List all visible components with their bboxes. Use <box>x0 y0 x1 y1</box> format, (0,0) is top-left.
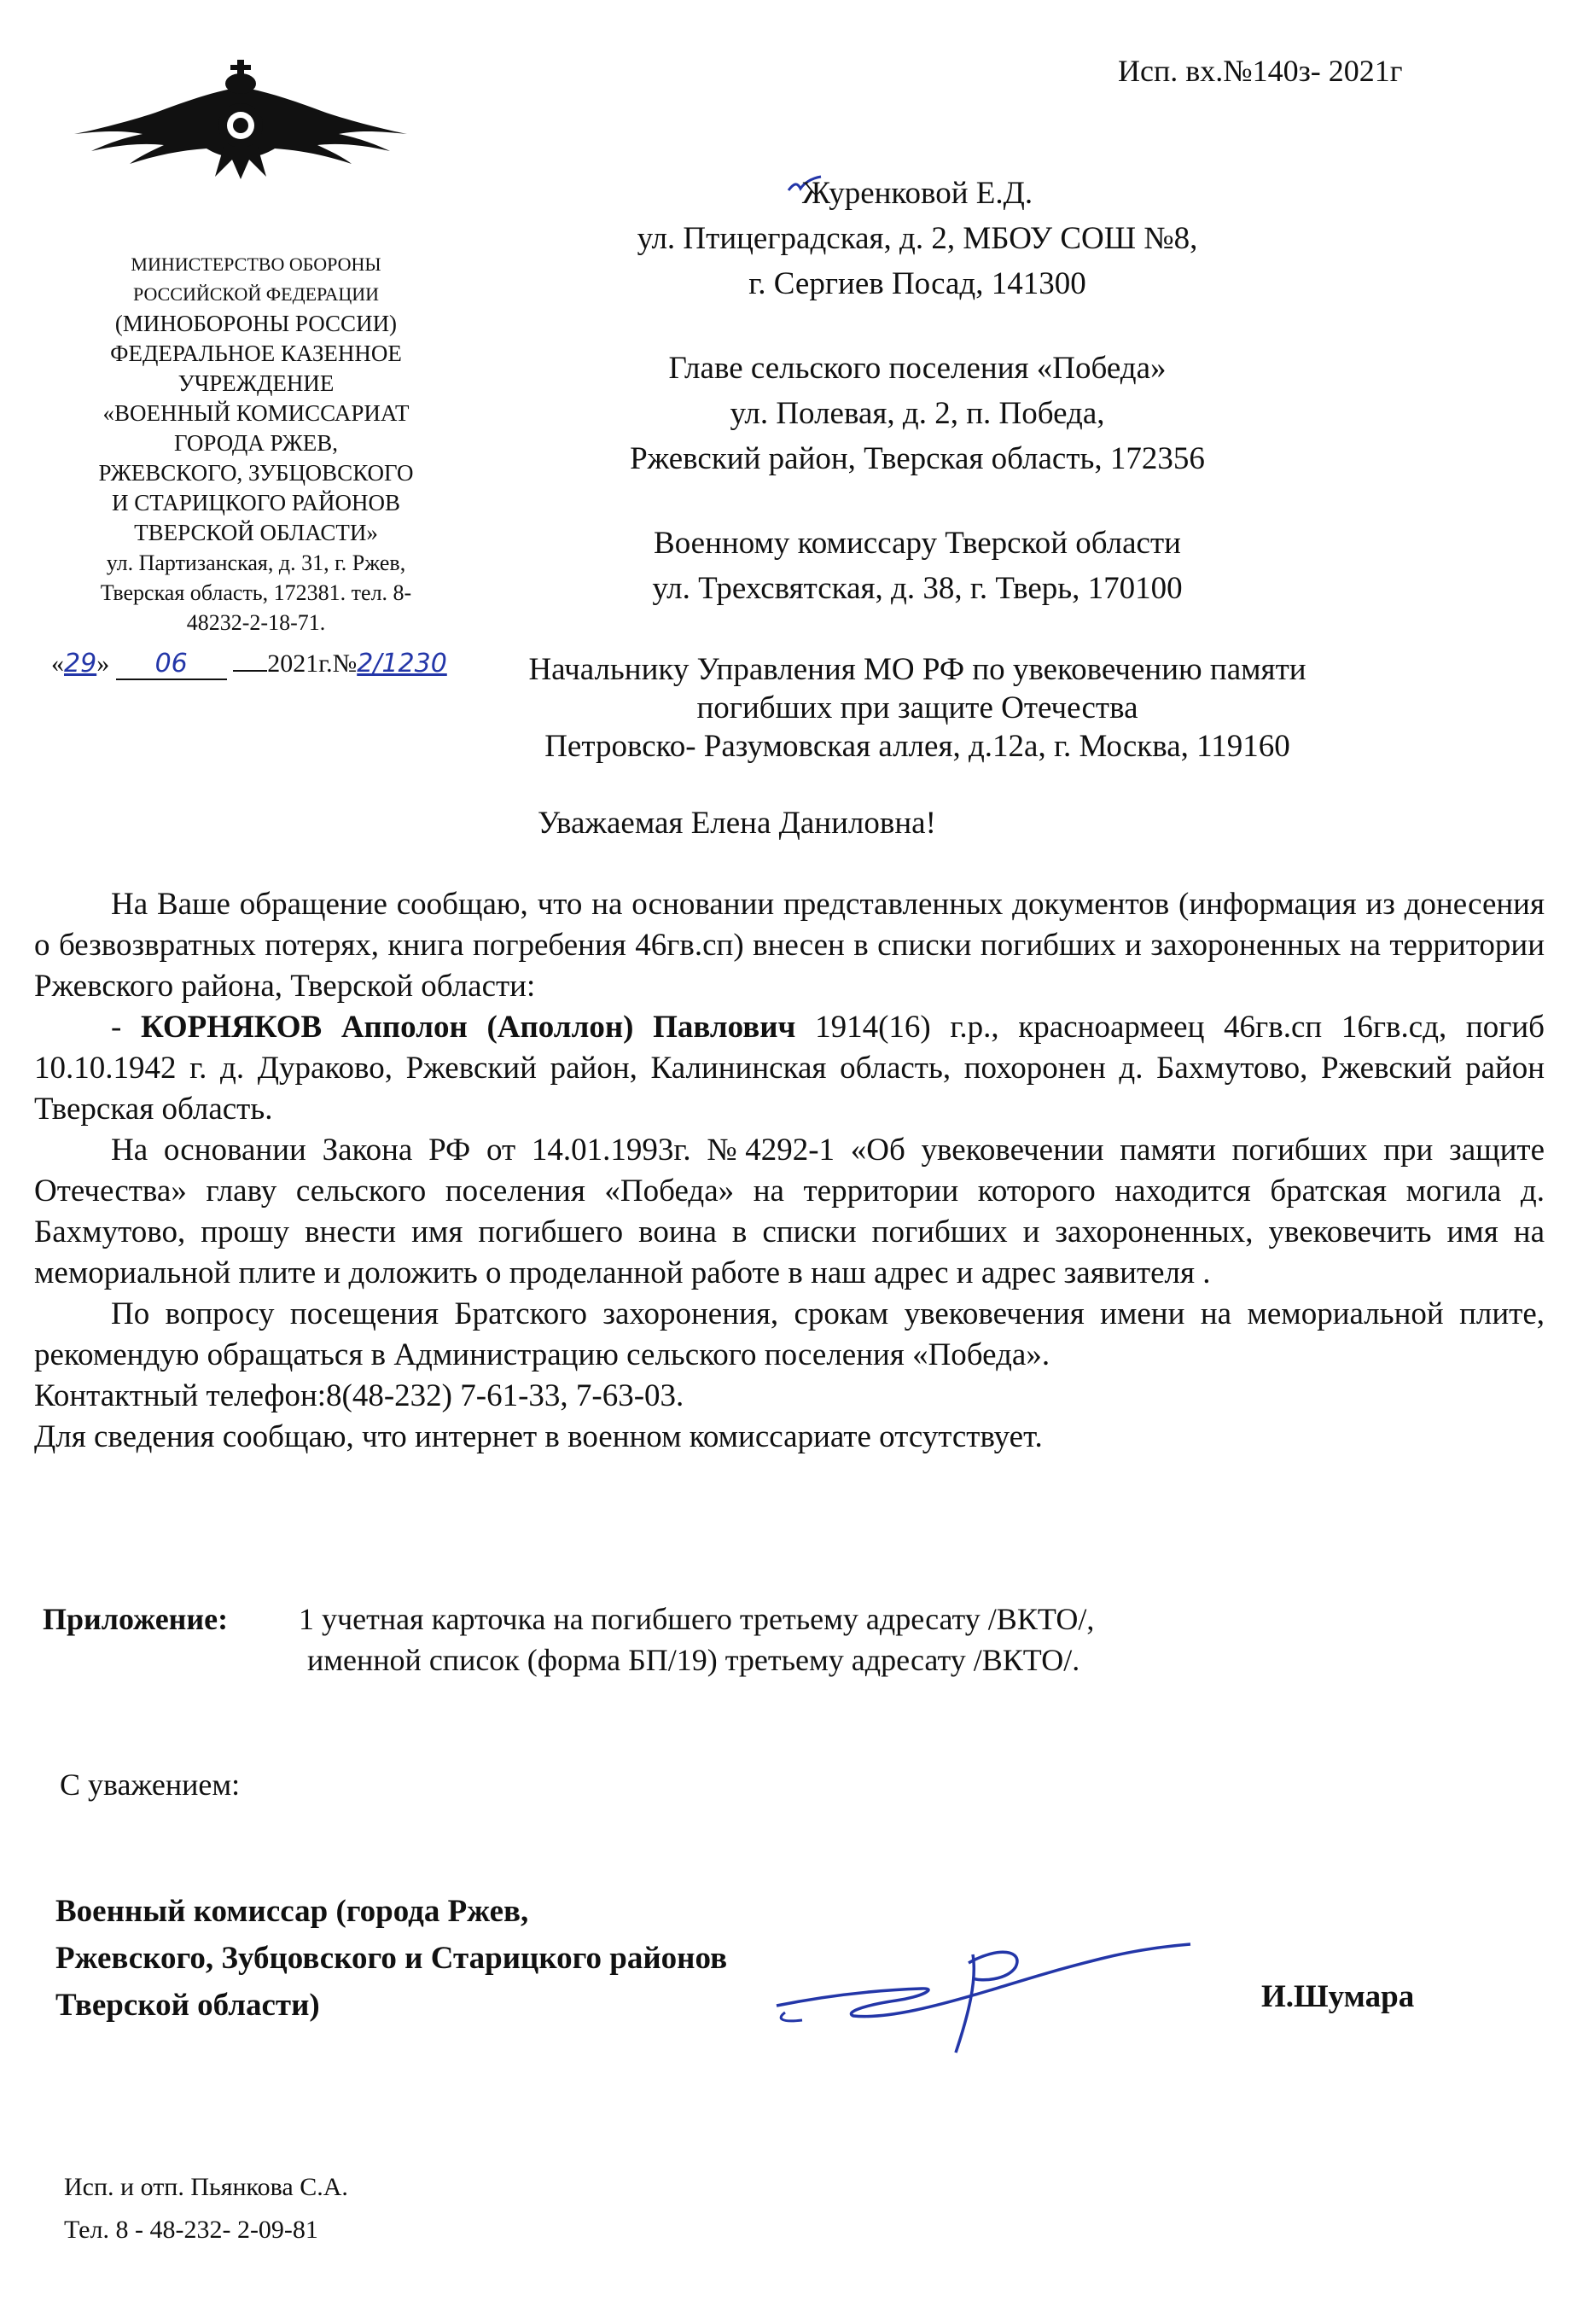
sender-line: И СТАРИЦКОГО РАЙОНОВ <box>111 490 400 515</box>
list-dash: - <box>111 1010 141 1045</box>
sender-address-line: 48232-2-18-71. <box>186 610 326 635</box>
recipient-line: ул. Птицеградская, д. 2, МБОУ СОШ №8, <box>637 221 1198 256</box>
signer-line: Ржевского, Зубцовского и Старицкого районов <box>55 1941 728 1976</box>
sender-line: «ВОЕННЫЙ КОМИССАРИАТ <box>102 400 410 426</box>
recipient-line: Военному комиссару Тверской области <box>654 526 1181 561</box>
recipient-line: Журенковой Е.Д. <box>801 176 1033 211</box>
sender-address-line: ул. Партизанская, д. 31, г. Ржев, <box>106 550 406 575</box>
signer-title <box>55 1888 727 2029</box>
body-paragraph: По вопросу посещения Братского захоронения, срокам увековечения имени на мемориальной плите, рекомендую обращаться в Администрацию сельского поселения «Победа». <box>34 1296 1545 1372</box>
body-paragraph: На основании Закона РФ от 14.01.1993г. №4292-1 «Об увековечении памяти погибших при защите Отечества» главу сельского поселения «Победа» на территории которого находится братская могила д. Бахмутово, прошу внести имя погибшего воина в списки погибших и захороненных, увековечить имя на мемориальной плите и доложить о проделанной работе в наш адрес и адрес заявителя . <box>34 1133 1545 1290</box>
body-paragraph: На Ваше обращение сообщаю, что на основании представленных документов (информация из донесения о безвозвратных потерях, книга погребения 46гв.сп) внесен в списки погибших и захороненных на территории Ржевского района, Тверской области: <box>34 887 1545 1004</box>
recipient-line: ул. Трехсвятская, д. 38, г. Тверь, 170100 <box>652 571 1183 606</box>
date-year-label: 2021г.№ <box>267 649 358 678</box>
recipient-line: ул. Полевая, д. 2, п. Победа, <box>730 396 1105 431</box>
executor-block <box>64 2166 348 2251</box>
body-paragraph-deceased <box>34 1007 1545 1130</box>
sender-line: РОССИЙСКОЙ ФЕДЕРАЦИИ <box>132 283 380 305</box>
appendix-item: 1 учетная карточка на погибшего третьему адресату /ВКТО/, <box>299 1602 1095 1636</box>
executor-phone: Тел. 8 - 48-232- 2-09-81 <box>64 2216 318 2244</box>
recipient-line: Петровско- Разумовская аллея, д.12а, г. Москва, 119160 <box>544 729 1290 764</box>
salutation: Уважаемая Елена Даниловна! <box>538 806 936 841</box>
recipient-line: Главе сельского поселения «Победа» <box>668 351 1167 386</box>
sender-line: МИНИСТЕРСТВО ОБОРОНЫ <box>131 253 381 275</box>
date-close-quote: » <box>96 649 110 678</box>
sender-line: РЖЕВСКОГО, ЗУБЦОВСКОГО <box>98 460 414 486</box>
sender-block <box>43 249 469 638</box>
closing-regards: С уважением: <box>60 1768 241 1802</box>
recipient-regional-commissar <box>512 521 1323 611</box>
sender-line: УЧРЕЖДЕНИЕ <box>177 370 335 396</box>
sender-line: (МИНОБОРОНЫ РОССИИ) <box>114 311 398 336</box>
appendix <box>43 1599 1094 1680</box>
recipient-settlement-head <box>512 346 1323 481</box>
recipient-ministry-department <box>512 650 1323 766</box>
recipient-line: Начальнику Управления МО РФ по увековечению памяти <box>528 652 1306 687</box>
appendix-item: именной список (форма БП/19) третьему адресату /ВКТО/. <box>307 1643 1080 1677</box>
recipient-applicant <box>512 171 1323 306</box>
recipient-line: погибших при защите Отечества <box>696 690 1138 725</box>
executor-name: Исп. и отп. Пьянкова С.А. <box>64 2173 348 2201</box>
incoming-reference-number: Исп. вх.№140з- 2021г <box>1118 54 1403 88</box>
contact-phone: Контактный телефон:8(48-232) 7-61-33, 7-63-03. <box>34 1378 684 1413</box>
appendix-label: Приложение: <box>43 1602 229 1636</box>
deceased-details: 1914(16) г.р., красноармеец 46гв.сп 16гв.сд, погиб 10.10.1942 г. д. Дураково, Ржевский район, Калининская область, похоронен д. Бахмутово, Ржевский район Тверская область. <box>34 1010 1545 1127</box>
signer-line: Военный комиссар (города Ржев, <box>55 1894 529 1929</box>
sender-line: ФЕДЕРАЛЬНОЕ КАЗЕННОЕ <box>110 341 402 366</box>
double-headed-eagle-emblem <box>70 53 411 181</box>
sender-address-line: Тверская область, 172381. тел. 8- <box>100 580 412 605</box>
date-month: 06 <box>116 649 227 680</box>
letter-body <box>34 884 1545 1458</box>
signer-name: И.Шумара <box>1261 1979 1415 2014</box>
recipient-line: Ржевский район, Тверская область, 172356 <box>630 441 1205 476</box>
recipient-line: г. Сергиев Посад, 141300 <box>748 266 1086 301</box>
date-open-quote: « <box>51 649 64 678</box>
sender-line: ТВЕРСКОЙ ОБЛАСТИ» <box>134 520 378 545</box>
handwritten-signature <box>768 1912 1195 2065</box>
internet-note: Для сведения сообщаю, что интернет в военном комиссариате отсутствует. <box>34 1419 1043 1454</box>
sender-line: ГОРОДА РЖЕВ, <box>173 430 339 456</box>
signer-line: Тверской области) <box>55 1988 320 2023</box>
recipients-block <box>512 171 1323 805</box>
date-day: 29 <box>64 649 97 679</box>
document-date-and-number <box>51 649 447 680</box>
outgoing-number: 2/1230 <box>357 649 447 679</box>
deceased-name: КОРНЯКОВ Апполон (Аполлон) Павлович <box>141 1010 796 1045</box>
